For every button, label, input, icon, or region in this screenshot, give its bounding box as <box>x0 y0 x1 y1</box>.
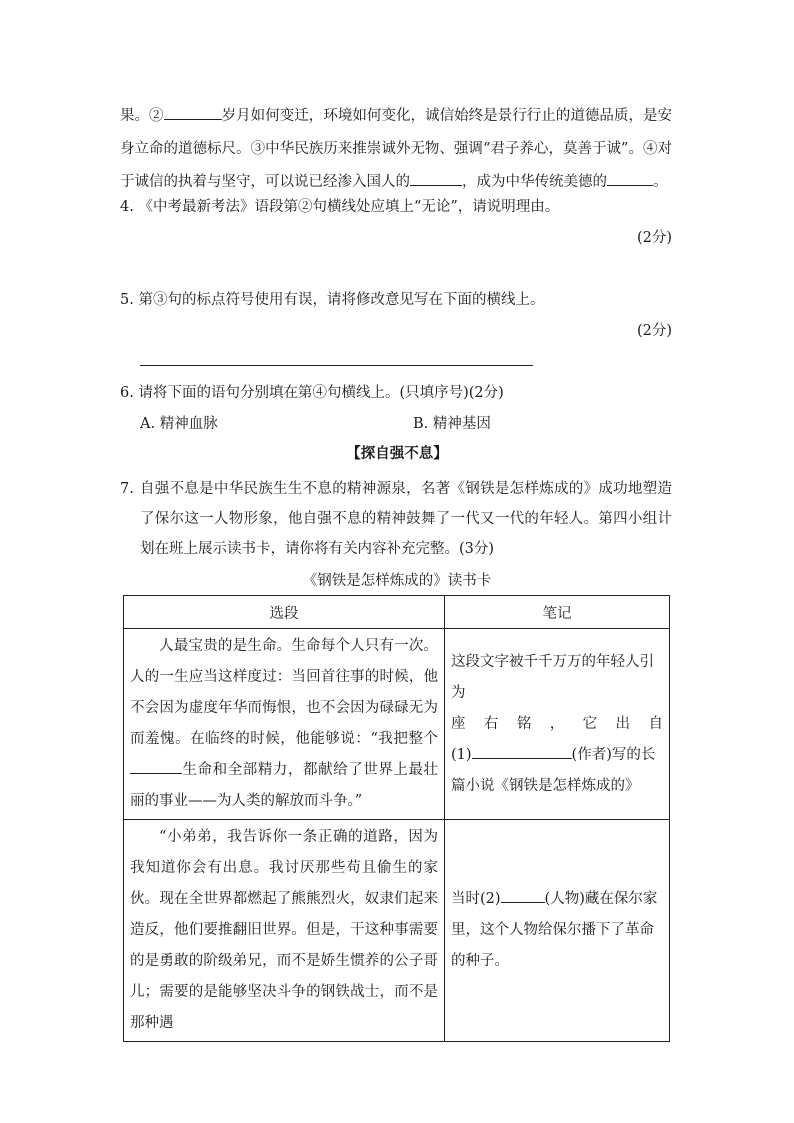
reading-card-title: 《钢铁是怎样炼成的》读书卡 <box>302 573 492 589</box>
note-2-text-b: (人物)藏在保尔家里，这个人物给保尔播下了革命的种子。 <box>451 891 658 969</box>
excerpt-1-text-b: 生命和全部精力，都献给了世界上最壮丽的事业——为人类的解放而斗争。” <box>130 762 438 809</box>
answer-line[interactable] <box>140 365 533 366</box>
question-4: 4. 《中考最新考法》语段第②句横线处应填上“无论”，请说明理由。 <box>120 199 560 215</box>
question-6: 6. 请将下面的语句分别填在第④句横线上。(只填序号)(2分) <box>120 385 504 401</box>
question-5: 5. 第③句的标点符号使用有误，请将修改意见写在下面的横线上。 <box>120 292 545 308</box>
question-7 <box>120 474 672 564</box>
intro-text-1: 果。② <box>120 108 164 124</box>
blank-line <box>164 103 222 120</box>
note-1-spread-line <box>451 709 663 740</box>
note-cell-1 <box>445 629 670 820</box>
blank-line <box>607 169 653 186</box>
blank-line <box>410 169 462 186</box>
note-char: 铭 <box>516 715 532 732</box>
note-char: ， <box>549 715 565 732</box>
header-notes: 笔记 <box>445 596 670 629</box>
excerpt-1-text-a: 人最宝贵的是生命。生命每个人只有一次。人的一生应当这样度过：当回首往事的时候，他不会因为虚度年华而悔恨，也不会因为碌碌无为而羞愧。在临终的时候，他能够说：“我把整个 <box>130 638 438 747</box>
note-1-text-a: 这段文字被千千万万的年轻人引为 <box>451 653 654 701</box>
excerpt-cell-2 <box>124 820 445 1042</box>
intro-paragraph <box>120 100 672 199</box>
blank-line <box>130 757 182 774</box>
table-row <box>124 629 670 820</box>
option-b: B. 精神基因 <box>413 416 491 432</box>
table-row <box>124 820 670 1042</box>
note-cell-2 <box>445 820 670 1042</box>
intro-text-2: 岁月如何变迁，环境如何变化，诚信始终是景行行止的道德品质，是安身立命的道德标尺。③中华民族历来推崇诚外无物、强调“君子养心，莫善于诚”。④对于诚信的执着与坚守，可以说已经渗入国人的 <box>120 108 673 190</box>
note-char: 自 <box>648 715 663 732</box>
header-excerpt: 选段 <box>124 596 445 629</box>
note-1-text-b-line <box>451 740 663 802</box>
note-char: 出 <box>615 715 631 732</box>
note-char: 座 <box>451 715 466 732</box>
table-header-row <box>124 596 670 629</box>
blank-line <box>472 742 572 759</box>
note-1-text-b: (1) <box>451 746 472 763</box>
blank-line <box>501 886 545 903</box>
excerpt-2-text: “小弟弟，我告诉你一条正确的道路，因为我知道你会有出息。我讨厌那些苟且偷生的家伙。现在全世界都燃起了熊熊烈火，奴隶们起来造反，他们要推翻旧世界。但是，干这种事需要的是勇敢的阶级弟兄，而不是娇生惯养的公子哥儿；需要的是能够坚决斗争的钢铁战士，而不是那种遇 <box>130 829 438 1031</box>
note-char: 右 <box>483 715 499 732</box>
reading-card-table <box>123 595 670 1042</box>
note-2-text-a: 当时(2) <box>451 891 501 907</box>
excerpt-cell-1 <box>124 629 445 820</box>
note-1-text-c: (作者)写的长篇小说《钢铁是怎样炼成的》 <box>451 746 656 794</box>
intro-text-3: ，成为中华传统美德的 <box>462 174 607 190</box>
section-title: 【探自强不息】 <box>346 445 448 462</box>
option-a: A. 精神血脉 <box>140 416 218 432</box>
note-char: 它 <box>582 715 598 732</box>
question-4-score: (2分) <box>636 230 672 246</box>
question-7-number: 7. <box>120 481 134 497</box>
question-5-score: (2分) <box>636 323 672 339</box>
intro-text-4: 。 <box>653 174 668 190</box>
question-7-text: 自强不息是中华民族生生不息的精神源泉，名著《钢铁是怎样炼成的》成功地塑造了保尔这一人物形象，他自强不息的精神鼓舞了一代又一代的年轻人。第四小组计划在班上展示读书卡，请你将有关内容补充完整。(3分) <box>140 481 672 557</box>
